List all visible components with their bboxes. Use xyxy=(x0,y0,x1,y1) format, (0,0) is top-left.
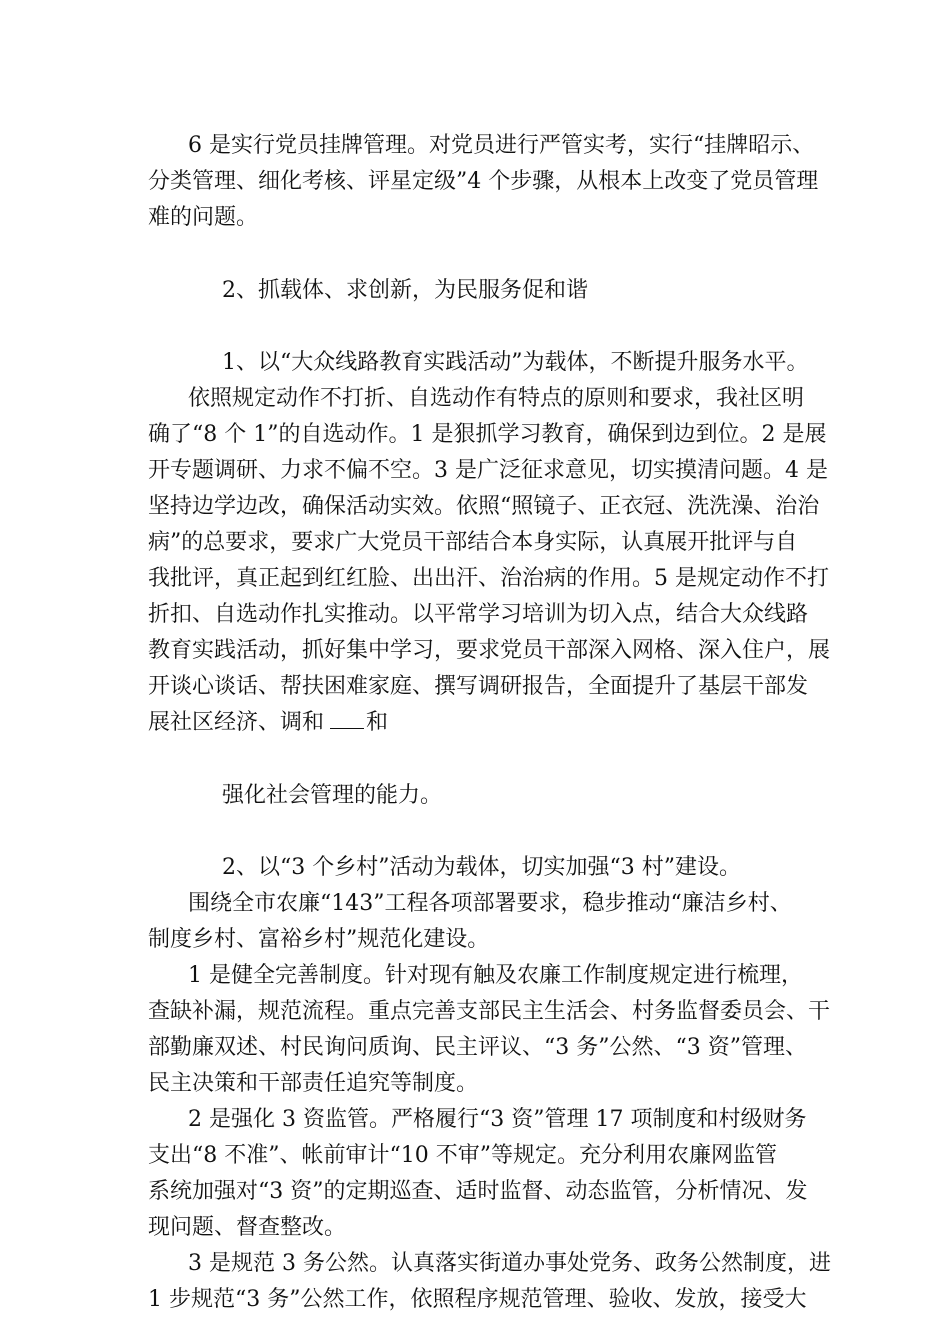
paragraph-line: 1 步规范“3 务”公然工作，依照程序规范管理、验收、发放，接受大 xyxy=(148,1287,807,1312)
paragraph-line: 确了“8 个 1”的自选动作。1 是狠抓学习教育，确保到边到位。2 是展 xyxy=(148,422,827,447)
paragraph-line: 制度乡村、富裕乡村”规范化建设。 xyxy=(148,927,490,952)
paragraph-line: 分类管理、细化考核、评星定级”4 个步骤，从根本上改变了党员管理 xyxy=(148,169,819,194)
paragraph-line: 坚持边学边改，确保活动实效。依照“照镜子、正衣冠、洗洗澡、治治 xyxy=(148,494,820,519)
paragraph-line: 3 是规范 3 务公然。认真落实街道办事处党务、政务公然制度，进 xyxy=(188,1251,831,1276)
paragraph-line: 1 是健全完善制度。针对现有触及农廉工作制度规定进行梳理， xyxy=(188,963,803,988)
paragraph-line: 开专题调研、力求不偏不空。3 是广泛征求意见，切实摸清问题。4 是 xyxy=(148,458,828,483)
paragraph-line: 6 是实行党员挂牌管理。对党员进行严管实考，实行“挂牌昭示、 xyxy=(188,133,815,158)
paragraph-line: 支出“8 不准”、帐前审计“10 不审”等规定。充分利用农廉网监管 xyxy=(148,1143,777,1168)
paragraph-line: 民主决策和干部责任追究等制度。 xyxy=(148,1071,479,1096)
paragraph-line: 开谈心谈话、帮扶困难家庭、撰写调研报告，全面提升了基层干部发 xyxy=(148,674,809,699)
paragraph-text: 和 xyxy=(366,710,389,735)
paragraph-line: 教育实践活动，抓好集中学习，要求党员干部深入网格、深入住户，展 xyxy=(148,638,831,663)
blank-underline xyxy=(330,708,364,729)
subsection-heading: 2、以“3 个乡村”活动为载体，切实加强“3 村”建设。 xyxy=(222,855,741,880)
paragraph-line: 2 是强化 3 资监管。严格履行“3 资”管理 17 项制度和村级财务 xyxy=(188,1107,807,1132)
paragraph-line: 系统加强对“3 资”的定期巡查、适时监督、动态监管，分析情况、发 xyxy=(148,1179,808,1204)
paragraph-line: 强化社会管理的能力。 xyxy=(222,783,443,808)
paragraph-line: 现问题、督查整改。 xyxy=(148,1215,347,1240)
subsection-heading: 1、以“大众线路教育实践活动”为载体，不断提升服务水平。 xyxy=(222,350,809,375)
paragraph-line: 围绕全市农廉“143”工程各项部署要求，稳步推动“廉洁乡村、 xyxy=(188,891,792,916)
paragraph-line xyxy=(148,705,388,741)
paragraph-line: 折扣、自选动作扎实推动。以平常学习培训为切入点，结合大众线路 xyxy=(148,602,809,627)
section-heading: 2、抓载体、求创新，为民服务促和谐 xyxy=(222,278,588,303)
paragraph-line: 部勤廉双述、村民询问质询、民主评议、“3 务”公然、“3 资”管理、 xyxy=(148,1035,807,1060)
paragraph-line: 我批评，真正起到红红脸、出出汗、治治病的作用。5 是规定动作不打 xyxy=(148,566,829,591)
paragraph-line: 查缺补漏，规范流程。重点完善支部民主生活会、村务监督委员会、干 xyxy=(148,999,831,1024)
paragraph-line: 依照规定动作不打折、自选动作有特点的原则和要求，我社区明 xyxy=(188,386,805,411)
paragraph-line: 难的问题。 xyxy=(148,205,259,230)
paragraph-text: 展社区经济、调和 xyxy=(148,710,325,735)
paragraph-line: 病”的总要求，要求广大党员干部结合本身实际，认真展开批评与自 xyxy=(148,530,798,555)
